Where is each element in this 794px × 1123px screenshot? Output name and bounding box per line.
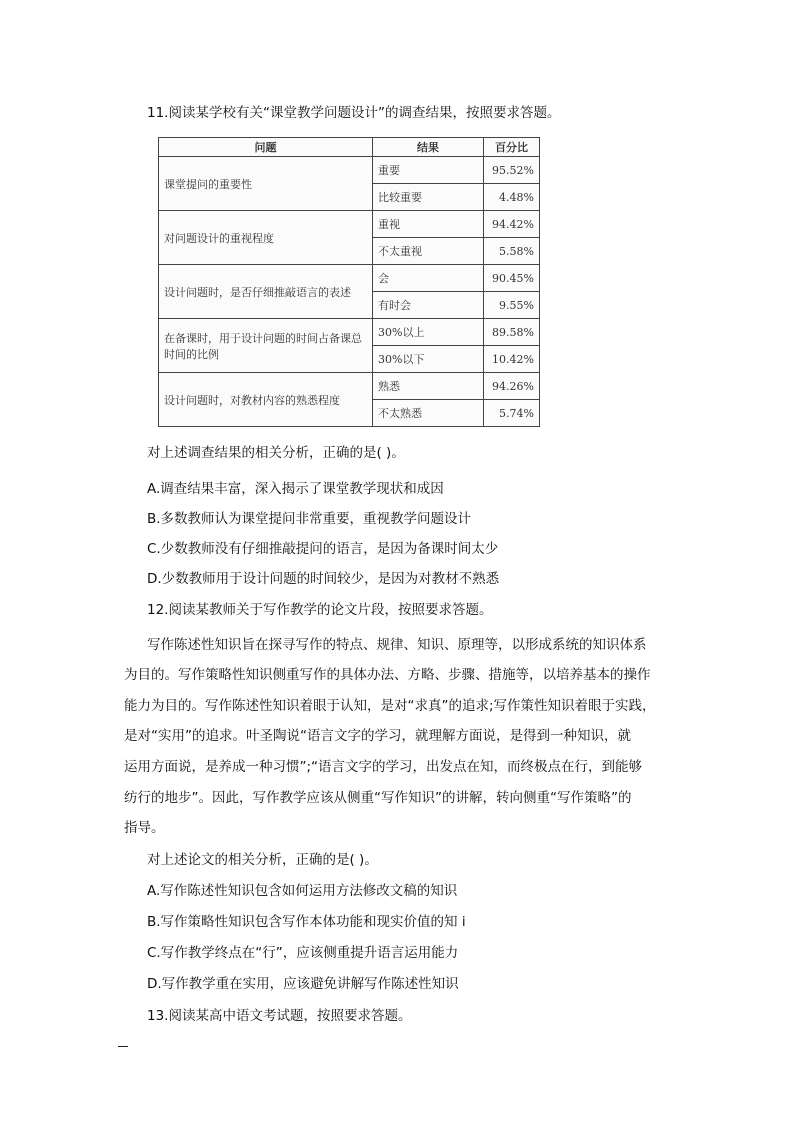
table-row: [159, 211, 540, 238]
q12-option-b: B.写作策略性知识包含写作本体功能和现实价值的知 i: [147, 914, 466, 930]
result-cell: 重要: [373, 157, 484, 184]
q11-option-c: C.少数教师没有仔细推敲提问的语言，是因为备课时间太少: [147, 541, 499, 557]
survey-table: [158, 137, 540, 427]
table-row: [159, 157, 540, 184]
percent-cell: 5.74%: [484, 400, 540, 427]
question-cell: 设计问题时，是否仔细推敲语言的表述: [159, 265, 373, 319]
percent-cell: 94.42%: [484, 211, 540, 238]
passage-line: 指导。: [124, 820, 165, 836]
result-cell: 30%以下: [373, 346, 484, 373]
table-row: [159, 319, 540, 346]
result-cell: 熟悉: [373, 373, 484, 400]
percent-cell: 89.58%: [484, 319, 540, 346]
q11-option-b: B.多数教师认为课堂提问非常重要，重视教学问题设计: [147, 511, 472, 527]
question-11-title: 11.阅读某学校有关“课堂教学问题设计”的调查结果，按照要求答题。: [147, 105, 561, 121]
q12-option-a: A.写作陈述性知识包含如何运用方法修改文稿的知识: [147, 883, 458, 899]
q11-option-d: D.少数教师用于设计问题的时间较少，是因为对教材不熟悉: [147, 571, 500, 587]
percent-cell: 5.58%: [484, 238, 540, 265]
percent-cell: 9.55%: [484, 292, 540, 319]
header-result: 结果: [373, 138, 484, 157]
question-12-prompt: 对上述论文的相关分析，正确的是( )。: [147, 852, 378, 868]
result-cell: 有时会: [373, 292, 484, 319]
passage-line: 能力为目的。写作陈述性知识着眼于认知，是对“求真”的追求;写作策性知识着眼于实践，: [124, 698, 656, 714]
percent-cell: 4.48%: [484, 184, 540, 211]
q11-option-a: A.调查结果丰富，深入揭示了课堂教学现状和成因: [147, 481, 444, 497]
result-cell: 不太熟悉: [373, 400, 484, 427]
table-row: [159, 373, 540, 400]
percent-cell: 94.26%: [484, 373, 540, 400]
passage-line: 为目的。写作策略性知识侧重写作的具体办法、方略、步骤、措施等，以培养基本的操作: [124, 667, 651, 683]
passage-line: 纺行的地步”。因此，写作教学应该从侧重“写作知识”的讲解，转向侧重“写作策略”的: [124, 790, 632, 806]
q12-option-d: D.写作教学重在实用，应该避免讲解写作陈述性知识: [147, 976, 459, 992]
result-cell: 会: [373, 265, 484, 292]
table-row: [159, 265, 540, 292]
question-12-title: 12.阅读某教师关于写作教学的论文片段，按照要求答题。: [147, 602, 493, 618]
header-question: 问题: [159, 138, 373, 157]
passage-line: 是对“实用”的追求。叶圣陶说“语言文字的学习，就理解方面说，是得到一种知识，就: [124, 728, 631, 744]
question-cell: 对问题设计的重视程度: [159, 211, 373, 265]
page-dash: [118, 1046, 128, 1047]
q12-option-c: C.写作教学终点在“行”，应该侧重提升语言运用能力: [147, 945, 459, 961]
question-cell: 课堂提问的重要性: [159, 157, 373, 211]
question-13-title: 13.阅读某高中语文考试题，按照要求答题。: [147, 1008, 412, 1024]
passage-line: 运用方面说，是养成一种习惯”;“语言文字的学习，出发点在知，而终极点在行，到能够: [124, 759, 643, 775]
result-cell: 不太重视: [373, 238, 484, 265]
question-cell: 设计问题时，对教材内容的熟悉程度: [159, 373, 373, 427]
result-cell: 重视: [373, 211, 484, 238]
result-cell: 30%以上: [373, 319, 484, 346]
result-cell: 比较重要: [373, 184, 484, 211]
percent-cell: 10.42%: [484, 346, 540, 373]
percent-cell: 90.45%: [484, 265, 540, 292]
percent-cell: 95.52%: [484, 157, 540, 184]
question-cell: 在备课时，用于设计问题的时间占备课总时间的比例: [159, 319, 373, 373]
header-percent: 百分比: [484, 138, 540, 157]
passage-line: 写作陈述性知识旨在探寻写作的特点、规律、知识、原理等，以形成系统的知识体系: [147, 637, 647, 653]
question-11-prompt: 对上述调查结果的相关分析，正确的是( )。: [147, 445, 405, 461]
